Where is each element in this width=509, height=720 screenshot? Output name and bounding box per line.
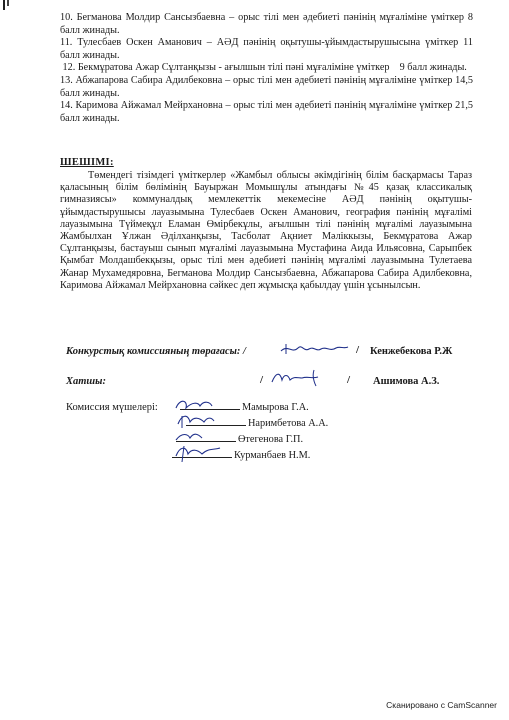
member-name: Курманбаев Н.М. (234, 450, 311, 461)
decision-text: Төмендегі тізімдегі үміткерлер «Жамбыл облысы әкімдігінің білім басқармасы Тараз қаласының білім бөлімінің Бауыржан Момышұлы атындағы №45 қазақ классикалық гимназиясы» коммуналдық мемлекеттік мекемесіне АӘД пәнінің оқытушы-ұйымдастырушысы лауазымына Тулесбаев Оскен Аманович, география пәнінің мұғалімі лауазымына Түймеқұл Еламан Өмірбекұлы, ағылшын тілі пәнінің мұғалімі лауазымына Жамбылхан Ұлжан Әділханқызы, Тасболат Ақниет Мәліккызы, Бекмұратова Ажар Сұлтанқызы, бастауыш сынып мұғалімі лауазымына Мустафина Аида Ильясовна, Сарыпбек Қымбат Молдашбекқызы, орыс тілі мен әдебиеті пәнінің мұғалімі лауазымына Тулетаева Жанар Мухамедяровна, Бегманова Молдир Сансызбаевна, Абжапарова Сабира Адилбековна, Каримова Айжамал Мейрхановна сәйкес деп жұмысқа қабылдау үшін ұсынылсын. (60, 170, 472, 291)
member-name: Наримбетова А.А. (248, 418, 329, 429)
member-name: Мамырова Г.А. (242, 402, 309, 413)
secretary-label: Хатшы: (66, 376, 106, 387)
list-item: 11. Тулесбаев Оскен Аманович – АӘД пәнінің оқытушы-ұйымдастырушысына үміткер 11 балл жинады. (60, 37, 473, 61)
list-item: 14. Каримова Айжамал Мейрхановна – орыс тілі мен әдебиеті пәнінің мұғаліміне үміткер 21,5 балл жинады. (60, 100, 473, 124)
list-item: 13. Абжапарова Сабира Адилбековна – орыс тілі мен әдебиеті пәнінің мұғаліміне үміткер 14,5 балл жинады. (60, 74, 473, 99)
secretary-signature (268, 366, 328, 388)
members-label: Комиссия мүшелері: (66, 402, 158, 413)
chair-name: Кенжебекова Р.Ж (370, 346, 453, 357)
chair-label: Конкурстық комиссияның төрағасы: / (66, 346, 246, 357)
list-item: 10. Бегманова Молдир Сансызбаевна – орыс тілі мен әдебиеті пәнінің мұғаліміне үміткер 8 балл жинады. (60, 12, 473, 36)
list-item: 12. Бекмұратова Ажар Сұлтанқызы - ағылшын тілі пәні мұғаліміне үміткер 9 балл жинады. (60, 62, 467, 74)
secretary-slash: / (347, 374, 351, 386)
scan-edge-mark (3, 0, 5, 10)
chair-slash: / (356, 344, 360, 356)
chair-signature (278, 340, 350, 358)
candidate-list (60, 12, 473, 125)
secretary-name: Ашимова А.З. (373, 376, 440, 387)
secretary-slash-open: / (260, 374, 264, 386)
scanner-watermark: Сканировано с CamScanner (386, 700, 497, 710)
decision-heading: ШЕШІМІ: (60, 157, 114, 168)
member-name: Өтегенова Г.П. (238, 434, 304, 445)
scan-edge-mark (7, 0, 9, 6)
members-signatures (170, 396, 242, 466)
